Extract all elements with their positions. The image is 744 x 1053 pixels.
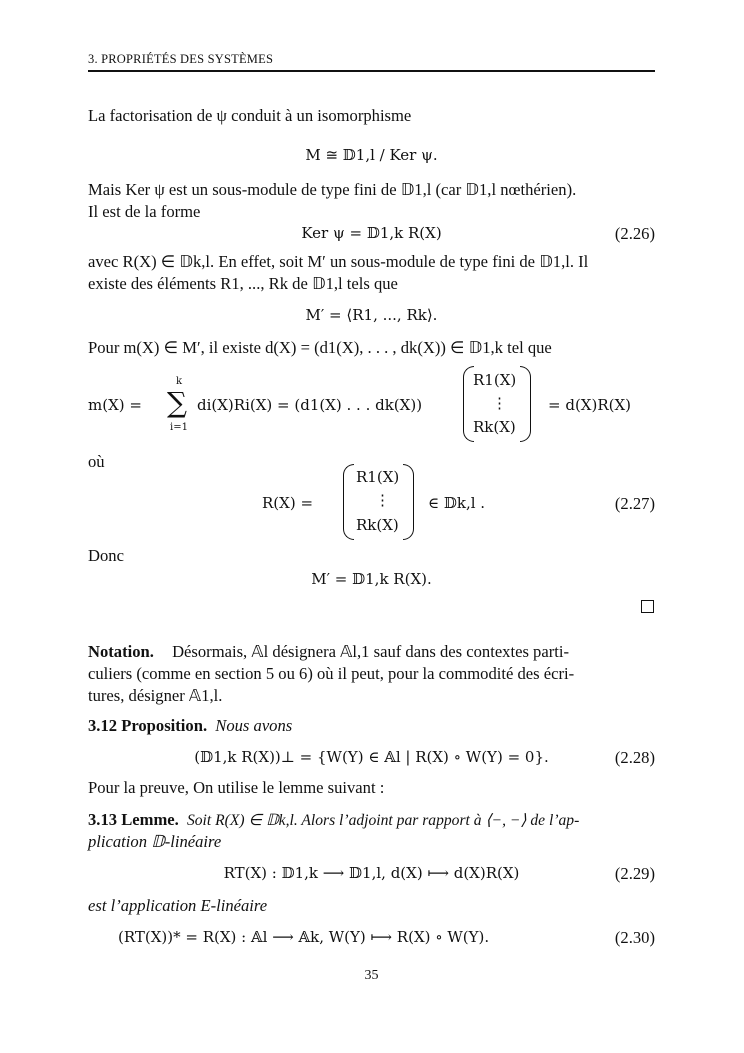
eq-R-lhs: R(X) =	[262, 494, 314, 512]
equation-2-30: (RT(X))* = R(X) : 𝔸l ⟶ 𝔸k, W(Y) ⟼ R(X) ∘ W(Y).	[118, 928, 490, 946]
vector-right-paren	[520, 366, 531, 442]
paragraph-application	[88, 896, 267, 916]
equation-2-29: RT(X) : 𝔻1,k ⟶ 𝔻1,l, d(X) ⟼ d(X)R(X)	[223, 864, 520, 882]
eq-m-lhs: m(X) =	[88, 396, 142, 414]
lemma-text-2: plication 𝔻-linéaire	[88, 832, 222, 851]
page-number: 35	[364, 968, 379, 983]
sum-lower-limit: i=1	[170, 422, 188, 433]
paragraph-avec-line2: existe des éléments R1, ..., Rk de 𝔻1,l tels que	[88, 274, 398, 293]
equation-number-2-27: (2.27)	[614, 494, 655, 513]
vector-R-left-paren	[343, 464, 354, 540]
paragraph-factorisation: La factorisation de ψ conduit à un isomorphisme	[88, 106, 412, 125]
sum-sign: ∑	[167, 386, 187, 419]
vector-R-entry-bottom: Rk(X)	[356, 516, 399, 534]
header-rule	[88, 70, 655, 72]
eq-m-rhs: = d(X)R(X)	[548, 396, 631, 414]
notation-line2: culiers (comme en section 5 ou 6) où il peut, pour la commodité des écri-	[88, 664, 575, 683]
equation-ker: Ker ψ = 𝔻1,k R(X)	[301, 224, 442, 242]
vector-R-right-paren	[403, 464, 414, 540]
proposition-3-12	[88, 716, 292, 736]
lemma-label: 3.13 Lemme.	[88, 810, 179, 829]
notation-label: Notation.	[88, 642, 154, 661]
notation-line3: tures, désigner 𝔸1,l.	[88, 686, 223, 705]
equation-number-2-26: (2.26)	[614, 224, 655, 243]
vector-entry-top: R1(X)	[473, 371, 517, 389]
qed-box-icon	[641, 600, 654, 613]
paragraph-ou: où	[88, 452, 105, 471]
paragraph-ker-line1: Mais Ker ψ est un sous-module de type fini de 𝔻1,l (car 𝔻1,l nœthérien).	[88, 180, 577, 199]
eq-R-rhs: ∈ 𝔻k,l .	[428, 494, 486, 512]
lemma-3-13-line1	[88, 810, 579, 830]
lemma-3-13-line2	[88, 832, 221, 852]
equation-mprime: M′ = ⟨R1, ..., Rk⟩.	[305, 306, 438, 324]
equation-number-2-30: (2.30)	[614, 928, 655, 947]
running-header: 3. PROPRIÉTÉS DES SYSTÈMES	[88, 52, 274, 66]
vector-entry-dots: ⋮	[492, 394, 507, 412]
vector-R-entry-dots: ⋮	[375, 491, 390, 509]
paragraph-avec-line1: avec R(X) ∈ 𝔻k,l. En effet, soit M′ un sous-module de type fini de 𝔻1,l. Il	[88, 252, 589, 271]
application-text: est l’application E-linéaire	[88, 896, 268, 915]
vector-R-entry-top: R1(X)	[356, 468, 400, 486]
paragraph-pour: Pour m(X) ∈ M′, il existe d(X) = (d1(X), . . . , dk(X)) ∈ 𝔻1,k tel que	[88, 338, 552, 357]
notation-text-1: Désormais, 𝔸l désignera 𝔸l,1 sauf dans des contextes parti-	[172, 642, 569, 661]
paragraph-preuve: Pour la preuve, On utilise le lemme suivant :	[88, 778, 385, 797]
equation-2-28: (𝔻1,k R(X))⊥ = {W(Y) ∈ 𝔸l | R(X) ∘ W(Y) = 0}.	[194, 748, 549, 766]
lemma-text-1: Soit R(X) ∈ 𝔻k,l. Alors l’adjoint par rapport à ⟨−, −⟩ de l’ap-	[186, 812, 580, 829]
paragraph-donc: Donc	[88, 546, 124, 565]
proposition-text: Nous avons	[215, 716, 293, 735]
equation-donc: M′ = 𝔻1,k R(X).	[311, 570, 432, 588]
paragraph-ker-line2: Il est de la forme	[88, 202, 201, 221]
proposition-label: 3.12 Proposition.	[88, 716, 208, 735]
equation-number-2-29: (2.29)	[614, 864, 655, 883]
sum-upper-limit: k	[176, 376, 183, 387]
equation-isomorphism: M ≅ 𝔻1,l / Ker ψ.	[305, 146, 438, 164]
equation-number-2-28: (2.28)	[614, 748, 655, 767]
eq-m-middle: di(X)Ri(X) = (d1(X) . . . dk(X))	[197, 396, 423, 414]
notation-line1	[88, 642, 569, 662]
vector-entry-bottom: Rk(X)	[473, 418, 516, 436]
